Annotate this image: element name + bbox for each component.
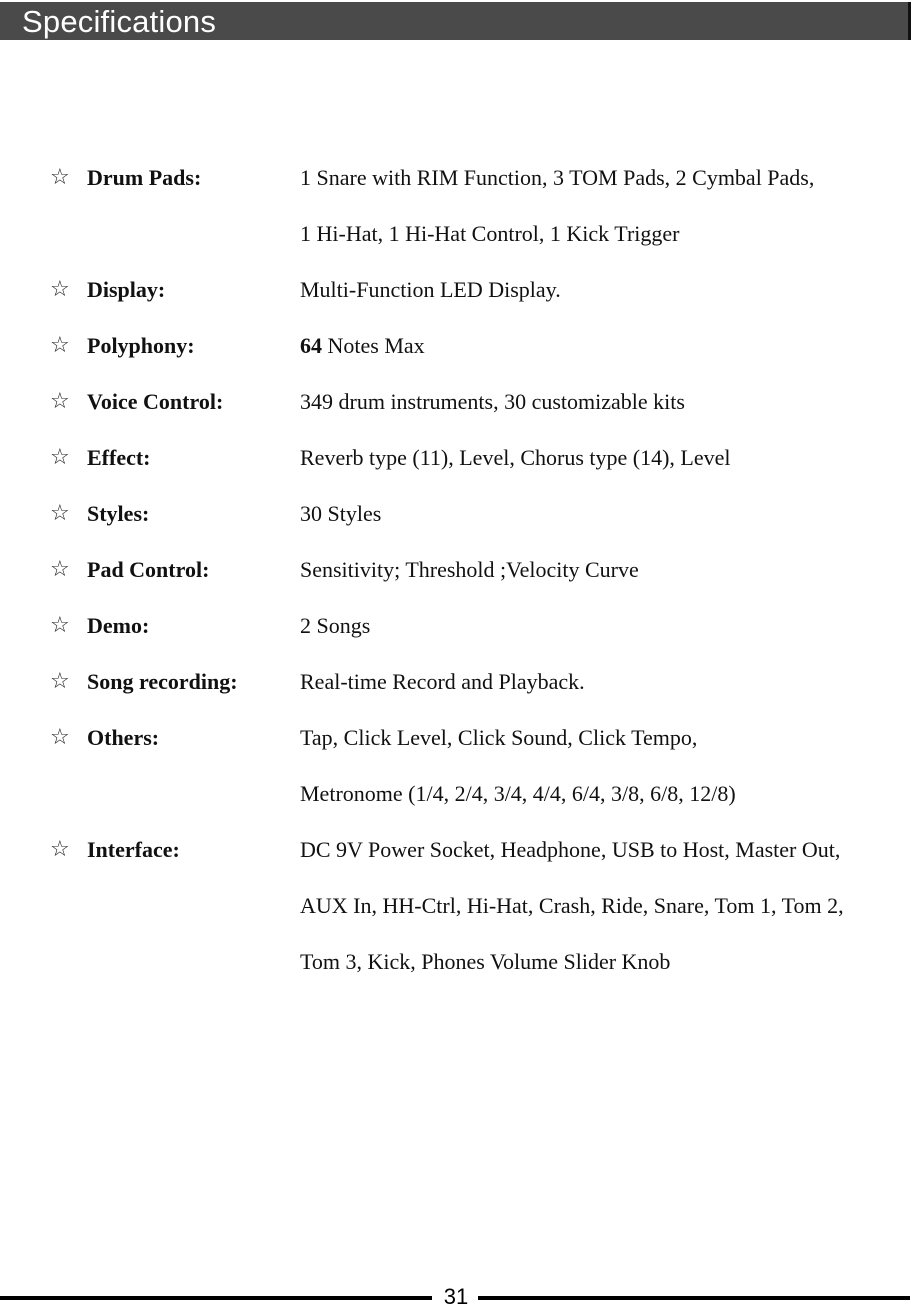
spec-label: Voice Control: [87,389,224,414]
star-bullet-icon: ☆ [50,333,70,358]
spec-row [0,542,923,598]
page-number: 31 [440,1283,472,1311]
spec-row [0,766,923,822]
star-bullet-icon: ☆ [50,613,70,638]
spec-row [0,150,923,206]
spec-label: Effect: [87,445,151,470]
spec-value: Multi-Function LED Display. [300,277,561,302]
spec-row [0,934,923,990]
spec-label: Pad Control: [87,557,210,582]
star-bullet-icon: ☆ [50,837,70,862]
spec-value: Metronome (1/4, 2/4, 3/4, 4/4, 6/4, 3/8, 6/8, 12/8) [300,781,736,806]
spec-value: Tap, Click Level, Click Sound, Click Tempo, [300,725,698,750]
spec-row [0,654,923,710]
footer-rule-right [478,1296,910,1300]
spec-value: DC 9V Power Socket, Headphone, USB to Host, Master Out, [300,837,841,862]
spec-value: 1 Hi-Hat, 1 Hi-Hat Control, 1 Kick Trigger [300,221,680,246]
spec-label: Styles: [87,501,150,526]
spec-row [0,486,923,542]
spec-value: Reverb type (11), Level, Chorus type (14), Level [300,445,731,470]
star-bullet-icon: ☆ [50,557,70,582]
spec-row [0,710,923,766]
spec-value: Tom 3, Kick, Phones Volume Slider Knob [300,949,671,974]
spec-label: Demo: [87,613,150,638]
spec-value: 349 drum instruments, 30 customizable kits [300,389,685,414]
spec-value-text: Notes Max [322,333,425,358]
spec-row [0,822,923,878]
spec-label: Interface: [87,837,180,862]
star-bullet-icon: ☆ [50,445,70,470]
star-bullet-icon: ☆ [50,165,70,190]
star-bullet-icon: ☆ [50,389,70,414]
spec-row [0,374,923,430]
star-bullet-icon: ☆ [50,277,70,302]
star-bullet-icon: ☆ [50,501,70,526]
spec-value: 2 Songs [300,613,371,638]
spec-row [0,430,923,486]
spec-label: Drum Pads: [87,165,202,190]
spec-row [0,878,923,934]
header-bar [0,2,911,40]
spec-value-emphasis: 64 [300,333,322,358]
spec-value: 1 Snare with RIM Function, 3 TOM Pads, 2 Cymbal Pads, [300,165,815,190]
spec-row [0,598,923,654]
spec-label: Polyphony: [87,333,195,358]
page-title: Specifications [22,4,217,39]
spec-value: Real-time Record and Playback. [300,669,585,694]
spec-row [0,262,923,318]
spec-value: 30 Styles [300,501,382,526]
spec-label: Others: [87,725,160,750]
star-bullet-icon: ☆ [50,669,70,694]
star-bullet-icon: ☆ [50,725,70,750]
spec-label: Display: [87,277,166,302]
footer-rule-left [0,1296,432,1300]
spec-value: Sensitivity; Threshold ;Velocity Curve [300,557,639,582]
spec-row [0,206,923,262]
spec-row [0,318,923,374]
spec-value: AUX In, HH-Ctrl, Hi-Hat, Crash, Ride, Snare, Tom 1, Tom 2, [300,893,844,918]
spec-label: Song recording: [87,669,238,694]
spec-value [300,332,425,360]
